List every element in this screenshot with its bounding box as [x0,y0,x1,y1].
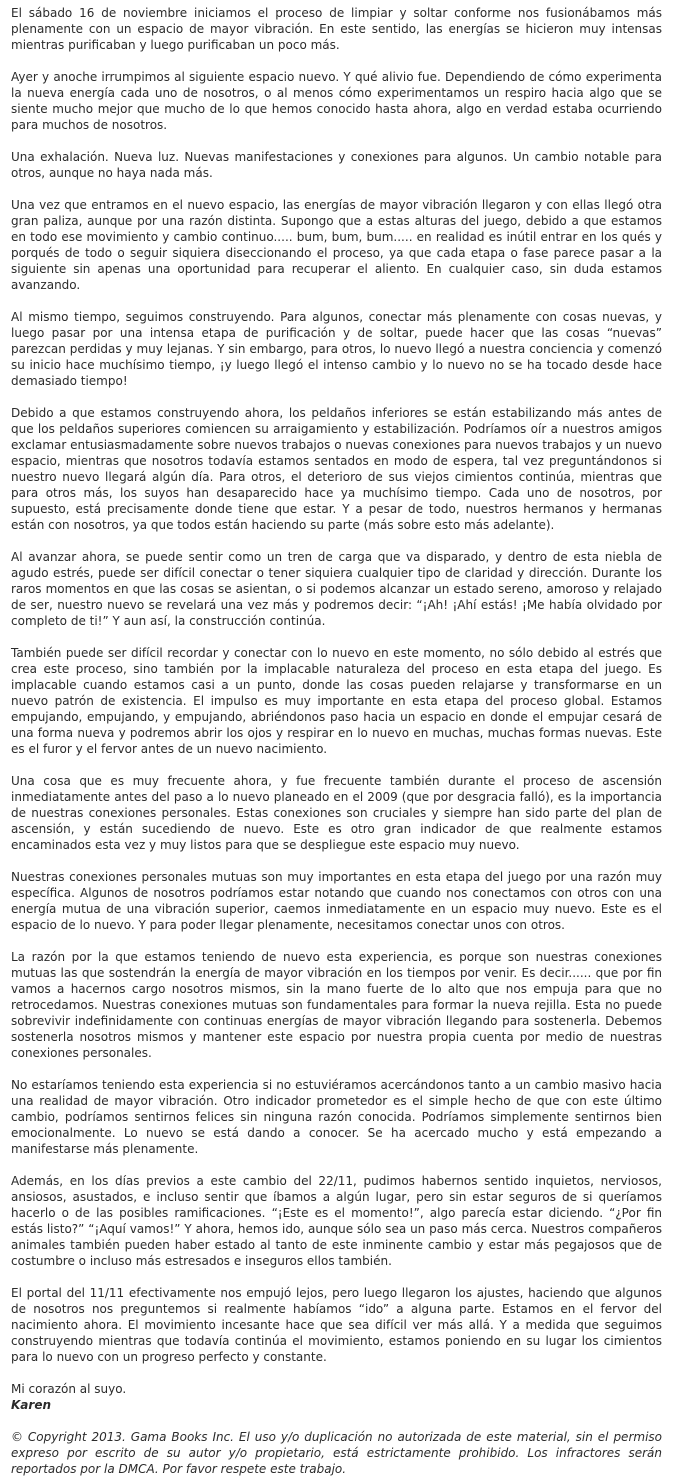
paragraph: La razón por la que estamos teniendo de nuevo esta experiencia, es porque son nuestras conexiones mutuas las que sostendrán la energía de mayor vibración en los tiempos por venir. Es decir...... que por fin vamos a hacernos cargo nosotros mismos, sin la mano fuerte de lo alto que nos empuja para que no retrocedamos. Nuestras conexiones mutuas son fundamentales para formar la nueva rejilla. Esta no puede sobrevivir indefinidamente con continuas energías de mayor vibración llegando para sostenerla. Debemos sostenerla nosotros mismos y mantener este espacio por nuestra propia cuenta por medio de nuestras conexiones personales. [11,950,662,1060]
author-signature: Karen [11,1398,51,1412]
paragraph: Al avanzar ahora, se puede sentir como un tren de carga que va disparado, y dentro de esta niebla de agudo estrés, puede ser difícil conectar o tener siquiera cualquier tipo de claridad y dirección. Durante los raros momentos en que las cosas se asientan, o si podemos alcanzar un estado sereno, amoroso y relajado de ser, nuestro nuevo se revelará una vez más y podremos decir: “¡Ah! ¡Ahí estás! ¡Me había olvidado por completo de ti!” Y aun así, la construcción continúa. [11,550,662,628]
paragraph: Ayer y anoche irrumpimos al siguiente espacio nuevo. Y qué alivio fue. Dependiendo de cómo experimenta la nueva energía cada uno de nosotros, o al menos cómo experimentamos un respiro hacia algo que se siente mucho mejor que mucho de lo que hemos conocido hasta ahora, algo en verdad estaba ocurriendo para muchos de nosotros. [11,70,662,132]
paragraph: Nuestras conexiones personales mutuas son muy importantes en esta etapa del juego por una razón muy específica. Algunos de nosotros podríamos estar notando que cuando nos conectamos con otros con una energía mutua de una vibración superior, caemos inmediatamente en un espacio muy nuevo. Este es el espacio de lo nuevo. Y para poder llegar plenamente, necesitamos conectar unos con otros. [11,870,662,932]
paragraph: El sábado 16 de noviembre iniciamos el proceso de limpiar y soltar conforme nos fusionábamos más plenamente con un espacio de mayor vibración. En este sentido, las energías se hicieron muy intensas mientras purificaban y luego purificaban un poco más. [11,6,662,52]
closing-line: Mi corazón al suyo. [11,1382,127,1396]
paragraph: Debido a que estamos construyendo ahora, los peldaños inferiores se están estabilizando más antes de que los peldaños superiores comiencen su arraigamiento y estabilización. Podríamos oír a nuestros amigos exclamar entusiasmadamente sobre nuevos trabajos o nuevas conexiones para nuevos trabajos y un nuevo espacio, mientras que nosotros todavía estamos sentados en modo de espera, tal vez preguntándonos si nuestro nuevo llegará algún día. Para otros, el deterioro de sus viejos cimientos continúa, mientras que para otros más, los suyos han desaparecido hace ya muchísimo tiempo. Cada uno de nosotros, por supuesto, está precisamente donde tiene que estar. Y a pesar de todo, nuestros hermanos y hermanas están con nosotros, ya que todos están haciendo su parte (más sobre esto más adelante). [11,406,662,532]
paragraph: Al mismo tiempo, seguimos construyendo. Para algunos, conectar más plenamente con cosas nuevas, y luego pasar por una intensa etapa de purificación y de soltar, puede hacer que las cosas “nuevas” parezcan perdidas y muy lejanas. Y sin embargo, para otros, lo nuevo llegó a nuestra conciencia y comenzó su inicio hace muchísimo tiempo, ¡y luego llegó el intenso cambio y lo nuevo no se ha tocado desde hace demasiado tiempo! [11,310,662,388]
copyright-notice: © Copyright 2013. Gama Books Inc. El uso y/o duplicación no autorizada de este material, sin el permiso expreso por escrito de su autor y/o propietario, está estrictamente prohibido. Los infractores serán reportados por la DMCA. Por favor respete este trabajo. [11,1430,662,1476]
paragraph: Una exhalación. Nueva luz. Nuevas manifestaciones y conexiones para algunos. Un cambio notable para otros, aunque no haya nada más. [11,150,662,180]
paragraph: Una vez que entramos en el nuevo espacio, las energías de mayor vibración llegaron y con ellas llegó otra gran paliza, aunque por una razón distinta. Supongo que a estas alturas del juego, debido a que estamos en todo ese movimiento y cambio continuo..... bum, bum, bum..... en realidad es inútil entrar en los qués y porqués de todo o seguir siquiera diseccionando el proceso, ya que cada etapa o fase parece pasar a la siguiente sin apenas una oportunidad para recuperar el aliento. En cualquier caso, sin duda estamos avanzando. [11,198,662,292]
paragraph: No estaríamos teniendo esta experiencia si no estuviéramos acercándonos tanto a un cambio masivo hacia una realidad de mayor vibración. Otro indicador prometedor es el simple hecho de que con este último cambio, podríamos sentirnos felices sin ninguna razón conocida. Podríamos simplemente sentirnos bien emocionalmente. Lo nuevo se está dando a conocer. Se ha acercado mucho y está empezando a manifestarse más plenamente. [11,1078,662,1156]
paragraph: También puede ser difícil recordar y conectar con lo nuevo en este momento, no sólo debido al estrés que crea este proceso, sino también por la implacable naturaleza del proceso en esta etapa del juego. Es implacable cuando estamos casi a un punto, donde las cosas pueden relajarse y transformarse en un nuevo patrón de existencia. El impulso es muy importante en esta etapa del proceso global. Estamos empujando, empujando, y empujando, abriéndonos paso hacia un espacio en donde el empujar cesará de una forma nueva y podremos abrir los ojos y respirar en lo nuevo en muchas, muchas formas nuevas. Este es el furor y el fervor antes de un nuevo nacimiento. [11,646,662,756]
paragraph: Además, en los días previos a este cambio del 22/11, pudimos habernos sentido inquietos, nerviosos, ansiosos, asustados, e incluso sentir que íbamos a algún lugar, pero sin estar seguros de si queríamos hacerlo o de las posibles ramificaciones. “¡Este es el momento!”, algo parecía estar diciendo. “¿Por fin estás listo?” “¡Aquí vamos!” Y ahora, hemos ido, aunque sólo sea un paso más cerca. Nuestros compañeros animales también pueden haber estado al tanto de este inminente cambio y estar más pegajosos que de costumbre o incluso más estresados e inseguros ellos también. [11,1174,662,1268]
paragraph: El portal del 11/11 efectivamente nos empujó lejos, pero luego llegaron los ajustes, haciendo que algunos de nosotros nos preguntemos si realmente habíamos “ido” a alguna parte. Estamos en el fervor del nacimiento ahora. El movimiento incesante hace que sea difícil ver más allá. Y a medida que seguimos construyendo mientras que todavía continúa el movimiento, estamos poniendo en su lugar los cimientos para lo nuevo con un progreso perfecto y constante. [11,1286,662,1364]
paragraph: Una cosa que es muy frecuente ahora, y fue frecuente también durante el proceso de ascensión inmediatamente antes del paso a lo nuevo planeado en el 2009 (que por desgracia falló), es la importancia de nuestras conexiones personales. Estas conexiones son cruciales y siempre han sido parte del plan de ascensión, y están sucediendo de nuevo. Este es otro gran indicador de que realmente estamos encaminados esta vez y muy listos para que se despliegue este espacio muy nuevo. [11,774,662,852]
